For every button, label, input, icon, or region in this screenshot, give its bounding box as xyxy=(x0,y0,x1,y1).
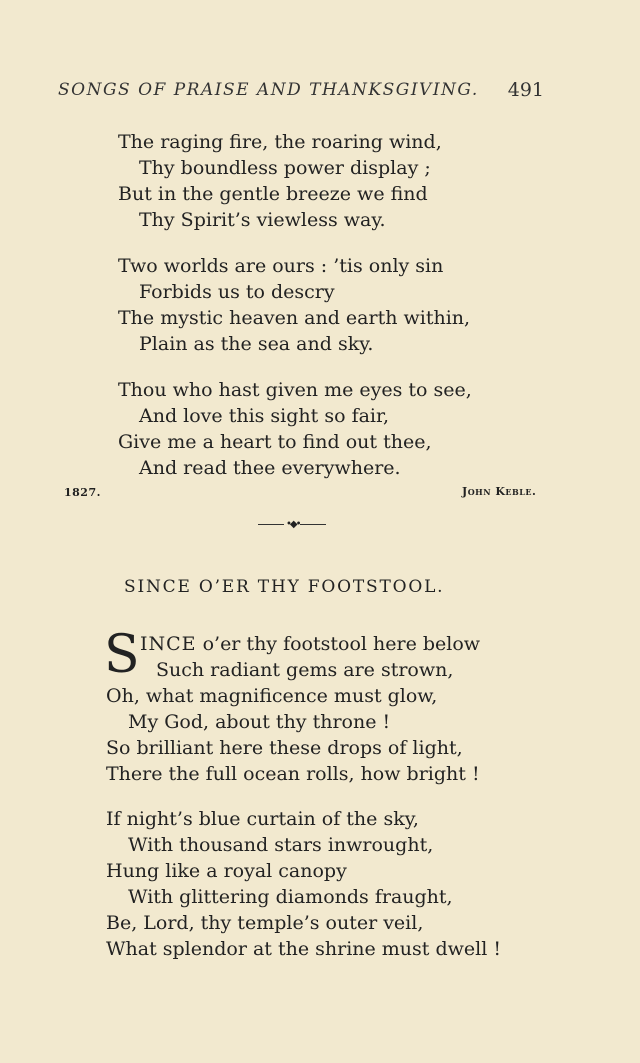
poem-line: Plain as the sea and sky. xyxy=(139,333,374,355)
poem-line: Thou who hast given me eyes to see, xyxy=(118,379,472,401)
poem-line: Such radiant gems are strown, xyxy=(156,659,454,681)
ornament-divider: •◆• xyxy=(258,520,326,530)
poem-line: Thy Spirit’s viewless way. xyxy=(139,209,386,231)
running-head xyxy=(58,80,544,100)
poem-line: The mystic heaven and earth within, xyxy=(118,307,471,329)
poem-line: Be, Lord, thy temple’s outer veil, xyxy=(106,912,424,934)
poem-author: John Keble. xyxy=(462,485,537,498)
poem-line: Forbids us to descry xyxy=(139,281,335,303)
poem-line: With glittering diamonds fraught, xyxy=(128,886,453,908)
poem-line: So brilliant here these drops of light, xyxy=(106,737,463,759)
poem-line: But in the gentle breeze we find xyxy=(118,183,428,205)
poem-line: With thousand stars inwrought, xyxy=(128,834,434,856)
poem-line: The raging fire, the roaring wind, xyxy=(118,131,442,153)
poem-line: And love this sight so fair, xyxy=(139,405,390,427)
poem-line: Two worlds are ours : ’tis only sin xyxy=(118,255,444,277)
poem-line: Oh, what magnificence must glow, xyxy=(106,685,438,707)
poem-line: There the full ocean rolls, how bright ! xyxy=(106,763,480,785)
first-line-rest: o’er thy footstool here below xyxy=(196,633,481,655)
poem-line: Thy boundless power display ; xyxy=(139,157,431,179)
poem-first-line xyxy=(140,631,480,657)
drop-cap: S xyxy=(104,625,140,685)
poem-line: My God, about thy throne ! xyxy=(128,711,391,733)
poem-line: What splendor at the shrine must dwell ! xyxy=(106,938,501,960)
poem-year: 1827. xyxy=(64,486,101,499)
running-head-title: SONGS OF PRAISE AND THANKSGIVING. xyxy=(58,80,479,100)
poem-line: And read thee everywhere. xyxy=(139,457,401,479)
poem-line: If night’s blue curtain of the sky, xyxy=(106,808,419,830)
page-number: 491 xyxy=(507,79,544,101)
first-line-caps: INCE xyxy=(140,633,197,655)
poem-line: Give me a heart to find out thee, xyxy=(118,431,432,453)
poem-line: Hung like a royal canopy xyxy=(106,860,347,882)
poem-title: SINCE O’ER THY FOOTSTOOL. xyxy=(124,577,445,597)
